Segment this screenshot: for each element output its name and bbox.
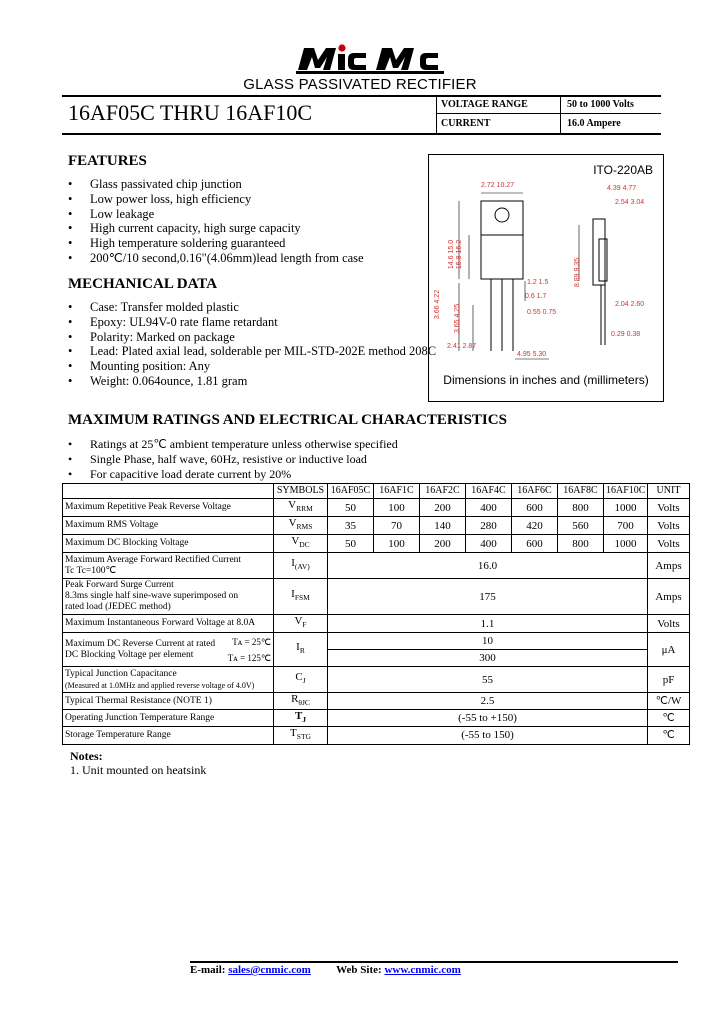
document-subtitle: GLASS PASSIVATED RECTIFIER [243,76,477,93]
param-cell: Maximum Repetitive Peak Reverse Voltage [63,499,274,517]
condition-label: Tᴀ = 125℃ [227,653,271,663]
unit-cell: Amps [648,579,690,615]
value-cell: 400 [466,535,512,553]
dim-label: 4.95 5.30 [517,351,547,358]
value-cell: 420 [512,517,558,535]
dim-label: 2.41 2.87 [447,343,477,350]
spec-left-divider [436,97,437,133]
value-cell: 1.1 [328,615,648,633]
symbol-cell: $V_{RMS}$ [274,517,328,535]
value-cell: 300 [328,650,648,667]
email-link[interactable]: sales@cnmic.com [228,964,311,976]
value-cell: 2.5 [328,693,648,710]
list-item: • Low power loss, high efficiency [68,191,252,206]
list-item: • Low leakage [68,206,155,221]
dim-label: 2.54 3.04 [615,199,645,206]
param-cell: Storage Temperature Range [63,727,274,744]
value-cell: 200 [420,499,466,517]
value-cell: 800 [558,499,604,517]
value-cell: 1000 [604,535,648,553]
value-cell: 140 [420,517,466,535]
list-item: • Ratings at 25℃ ambient temperature unless otherwise specified [68,437,398,451]
list-item: • Case: Transfer molded plastic [68,300,239,314]
voltage-range-label: VOLTAGE RANGE [441,99,528,110]
list-item: • High current capacity, high surge capacity [68,221,301,236]
table-row [63,553,690,579]
table-row [63,693,690,710]
features-list [68,177,364,266]
unit-cell: Volts [648,499,690,517]
header-rule [62,95,661,97]
dim-label: 3.66 4.22 [434,289,442,320]
param-cell: Maximum DC Blocking Voltage [63,535,274,553]
param-cell: Maximum RMS Voltage [63,517,274,535]
unit-cell: ℃ [648,727,690,744]
symbol-cell: $V_F$ [274,615,328,633]
table-row [63,727,690,744]
table-header-cell: 16AF10C [604,484,648,499]
list-item: • Mounting position: Any [68,359,211,374]
table-header-cell: 16AF1C [374,484,420,499]
table-header-row [63,484,690,499]
features-heading: FEATURES [68,153,147,169]
table-header-cell: UNIT [648,484,690,499]
notes-heading: Notes: [70,749,103,763]
table-header-cell: 16AF8C [558,484,604,499]
dim-label: 0.6 1.7 [525,293,547,300]
condition-label: Tᴀ = 25℃ [232,637,271,647]
symbol-cell: $I_R$ [274,633,328,667]
website-link[interactable]: www.cnmic.com [384,964,461,976]
symbol-cell: $I_{(AV)}$ [274,553,328,579]
dim-label: 15.8 16.2 [456,239,464,270]
value-cell: 100 [374,499,420,517]
dim-label: 0.29 0.38 [611,331,641,338]
package-dimension-diagram [428,154,664,402]
spec-row-divider [436,113,661,114]
note-item: 1. Unit mounted on heatsink [70,763,207,777]
footer-rule [190,961,678,963]
param-cell: Peak Forward Surge Current 8.3ms single half sine-wave superimposed on rated load (JEDEC method) [63,579,274,615]
value-cell: 55 [328,667,648,693]
value-cell: (-55 to +150) [328,710,648,727]
email-label: E-mail: [190,964,226,976]
package-name: ITO-220AB [593,163,653,177]
symbol-cell: $V_{DC}$ [274,535,328,553]
symbol-cell: $T_{STG}$ [274,727,328,744]
part-number-title: 16AF05C THRU 16AF10C [68,100,313,125]
value-cell: 10 [328,633,648,650]
table-header-cell: 16AF6C [512,484,558,499]
unit-cell: ℃/W [648,693,690,710]
dim-label: 2.72 10.27 [481,182,515,189]
table-row [63,633,690,650]
list-item: • 200℃/10 second,0.16"(4.06mm)lead length from case [68,250,364,265]
value-cell: 50 [328,535,374,553]
list-item: • For capacitive load derate current by 20% [68,466,292,481]
value-cell: 35 [328,517,374,535]
dim-label: 0.55 0.75 [527,309,557,316]
param-cell: Typical Junction Capacitance (Measured at 1.0MHz and applied reverse voltage of 4.0V) [63,667,274,693]
table-header-cell [63,484,274,499]
param-cell: Operating Junction Temperature Range [63,710,274,727]
symbol-cell: $V_{RRM}$ [274,499,328,517]
spec-column-divider [560,97,561,133]
ratings-notes-list [68,437,398,481]
spec-bottom-rule [62,133,661,135]
symbol-cell: $R_{\theta JC}$ [274,693,328,710]
list-item: • Weight: 0.064ounce, 1.81 gram [68,373,248,388]
value-cell: 600 [512,535,558,553]
value-cell: 175 [328,579,648,615]
dim-label: 1.2 1.5 [527,279,549,286]
list-item: • High temperature soldering guaranteed [68,236,286,251]
list-item: • Epoxy: UL94V-0 rate flame retardant [68,314,278,329]
param-cell: Maximum DC Reverse Current at rated DC Blocking Voltage per element Tᴀ = 25℃ Tᴀ = 125℃ [63,633,274,667]
symbol-cell: $I_{FSM}$ [274,579,328,615]
unit-cell: Amps [648,553,690,579]
dim-label: 4.39 4.77 [607,185,637,192]
table-row [63,615,690,633]
param-cell: Maximum Average Forward Rectified Current Tc Tc=100℃ [63,553,274,579]
value-cell: 280 [466,517,512,535]
list-item: • Lead: Plated axial lead, solderable per MIL-STD-202E method 208C [68,344,437,359]
value-cell: 400 [466,499,512,517]
website-label: Web Site: [336,964,382,976]
mechanical-list [68,300,436,389]
dim-label: 14.6 15.0 [448,239,456,270]
value-cell: 100 [374,535,420,553]
unit-cell: Volts [648,517,690,535]
current-label: CURRENT [441,118,491,129]
value-cell: 600 [512,499,558,517]
diagram-caption: Dimensions in inches and (millimeters) [443,373,649,387]
unit-cell: Volts [648,535,690,553]
ratings-table [62,483,690,745]
table-row [63,710,690,727]
list-item: • Single Phase, half wave, 60Hz, resistive or inductive load [68,451,367,466]
list-item: • Glass passivated chip junction [68,177,242,191]
symbol-cell: $C_J$ [274,667,328,693]
unit-cell: Volts [648,615,690,633]
dim-label: 2.04 2.60 [615,301,645,308]
table-header-cell: SYMBOLS [274,484,328,499]
value-cell: 800 [558,535,604,553]
table-row [63,535,690,553]
table-header-cell: 16AF05C [328,484,374,499]
value-cell: 560 [558,517,604,535]
table-row [63,667,690,693]
param-cell: Typical Thermal Resistance (NOTE 1) [63,693,274,710]
value-cell: (-55 to 150) [328,727,648,744]
unit-cell: pF [648,667,690,693]
unit-cell: ℃ [648,710,690,727]
value-cell: 200 [420,535,466,553]
table-header-cell: 16AF4C [466,484,512,499]
footer-contact [190,964,461,976]
voltage-range-value: 50 to 1000 Volts [567,99,634,110]
company-logo [296,40,444,74]
table-row [63,579,690,615]
value-cell: 1000 [604,499,648,517]
ratings-heading: MAXIMUM RATINGS AND ELECTRICAL CHARACTERISTICS [68,412,507,428]
value-cell: 16.0 [328,553,648,579]
table-row [63,499,690,517]
list-item: • Polarity: Marked on package [68,329,235,344]
table-row [63,517,690,535]
dim-label: 8.89 9.35 [574,257,582,288]
value-cell: 700 [604,517,648,535]
current-value: 16.0 Ampere [567,118,621,129]
param-cell: Maximum Instantaneous Forward Voltage at 8.0A [63,615,274,633]
value-cell: 70 [374,517,420,535]
symbol-cell: $T_J$ [274,710,328,727]
unit-cell: μA [648,633,690,667]
value-cell: 50 [328,499,374,517]
mechanical-data-heading: MECHANICAL DATA [68,276,218,292]
dim-label: 3.65 4.25 [454,303,462,334]
table-header-cell: 16AF2C [420,484,466,499]
